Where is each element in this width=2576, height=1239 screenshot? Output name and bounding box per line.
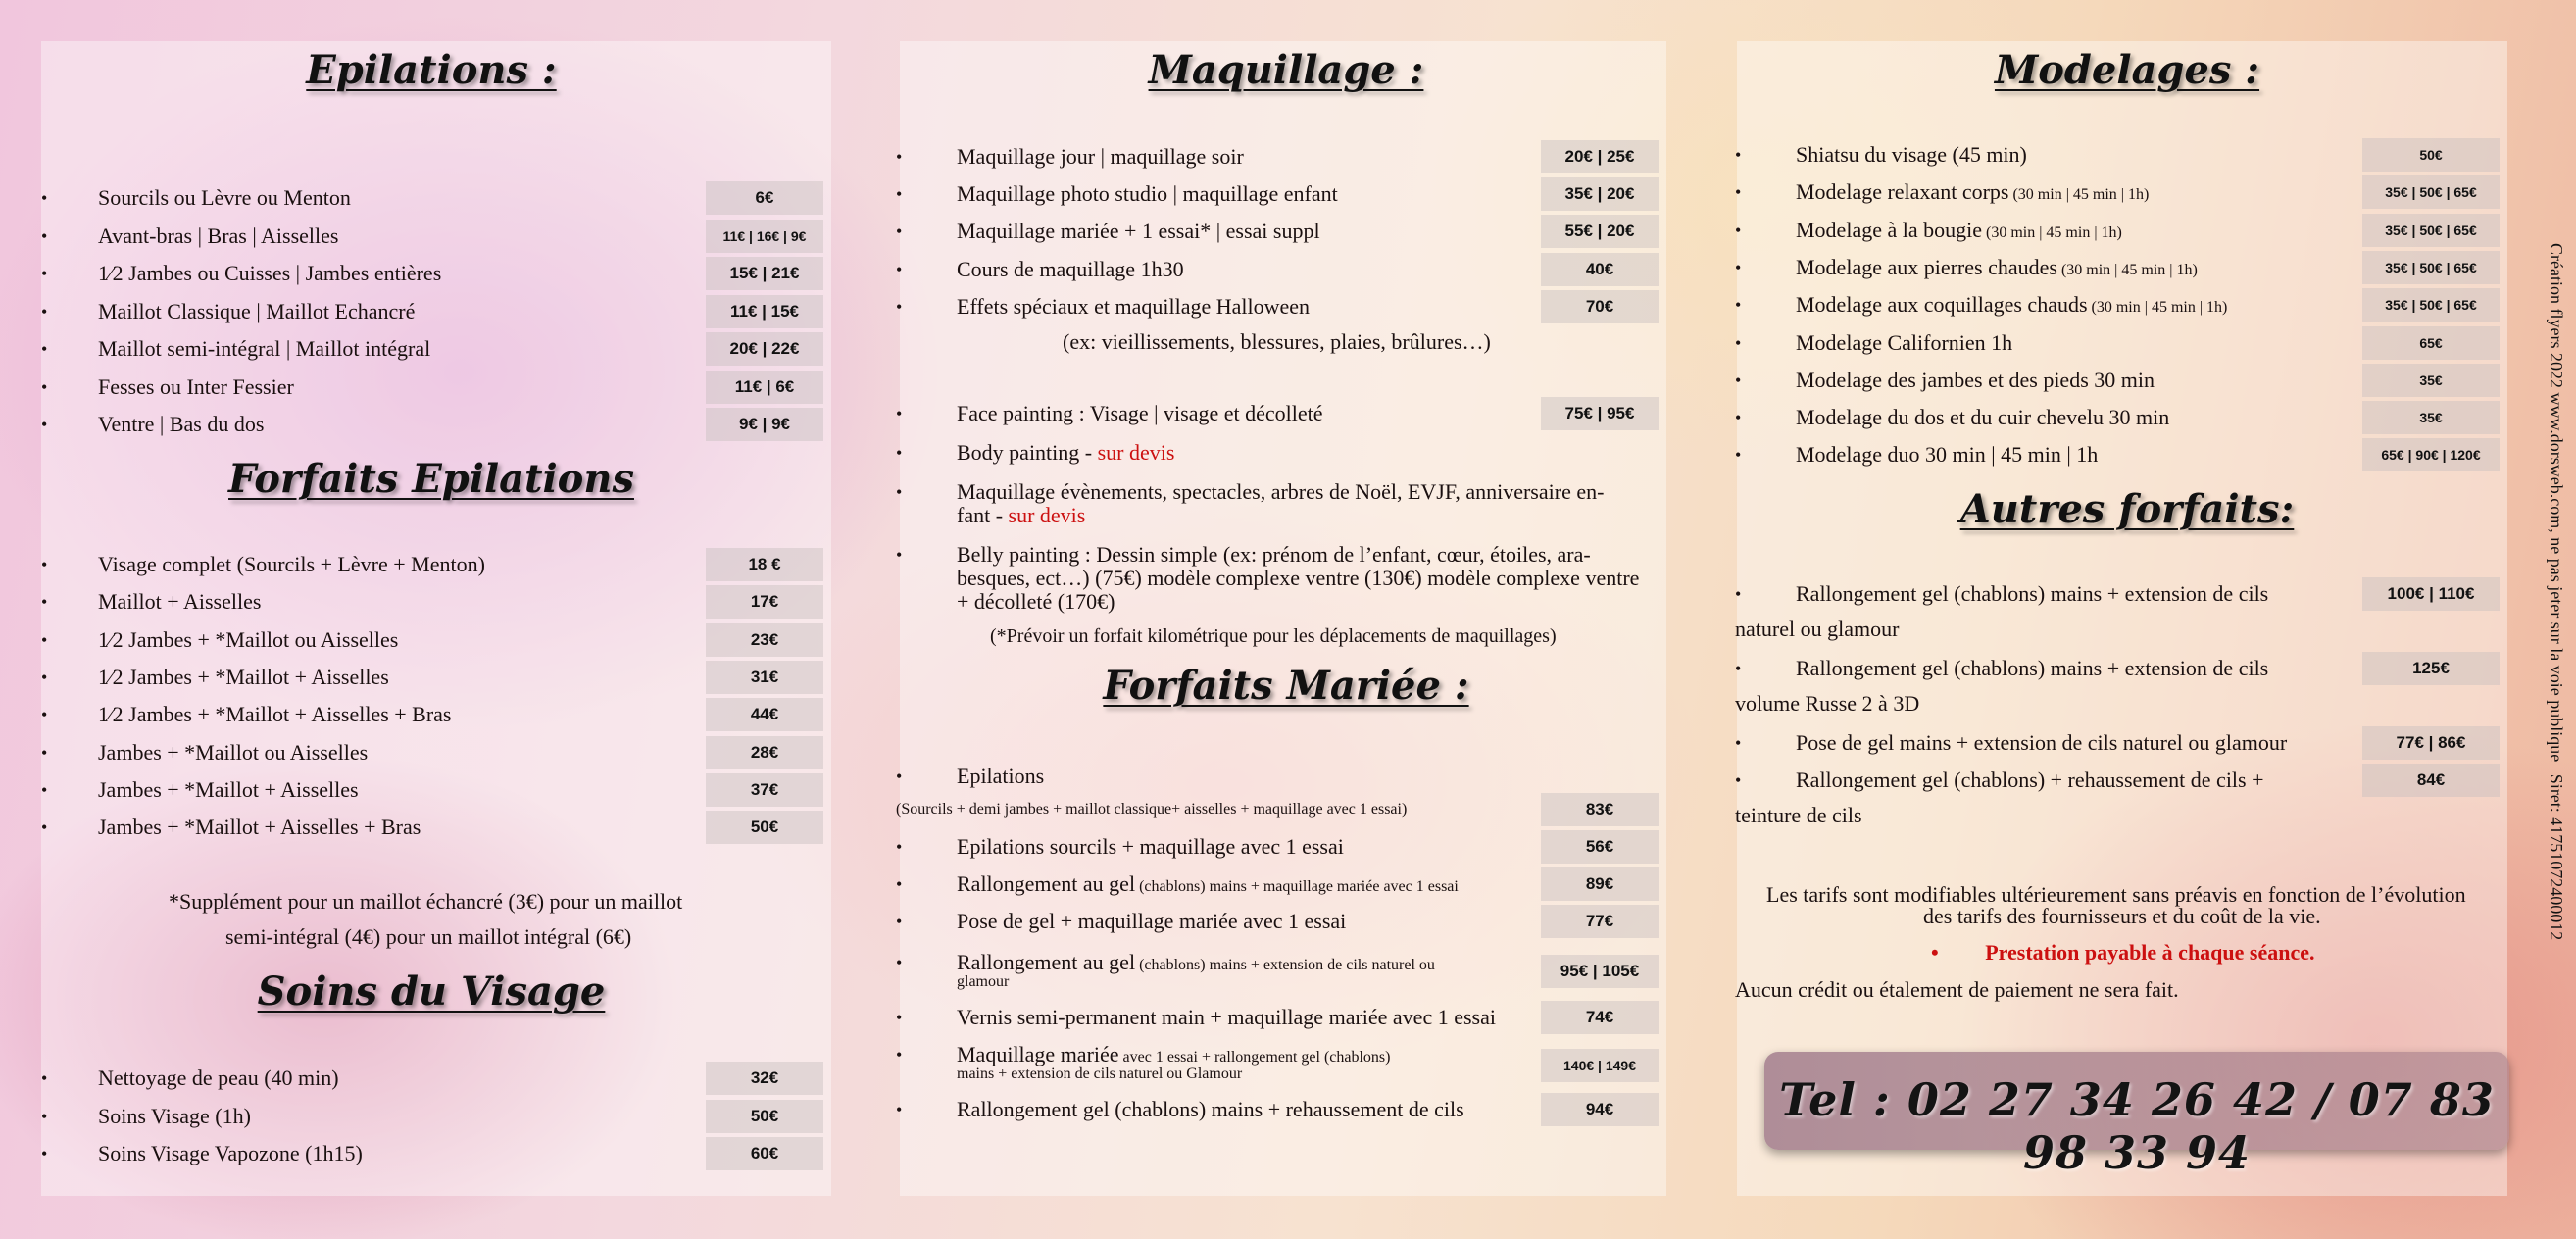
item-label: Visage complet (Sourcils + Lèvre + Menton) — [98, 552, 485, 576]
mariee-epilations-detail-row — [894, 792, 1678, 827]
list-item — [1735, 287, 2519, 322]
list-item — [29, 584, 833, 620]
item-price: 70€ — [1541, 290, 1659, 323]
list-item — [29, 180, 833, 216]
item-label: Modelage relaxant corps — [1796, 179, 2009, 205]
bullet: • — [41, 555, 48, 574]
item-price: 100€ | 110€ — [2362, 577, 2500, 611]
item-price: 17€ — [706, 585, 823, 619]
bullet: • — [1931, 940, 1939, 965]
evenements-row-2 — [894, 498, 1678, 533]
bullet: • — [41, 629, 48, 650]
face-painting-price: 75€ | 95€ — [1541, 397, 1659, 430]
bullet: • — [1735, 332, 1742, 353]
bullet: • — [41, 1144, 48, 1164]
heading-modelages: Modelages : — [1994, 47, 2260, 93]
list-item — [894, 176, 1678, 212]
item-price: 35€ — [2362, 364, 2500, 397]
bullet: • — [41, 415, 48, 434]
item-price: 50€ — [706, 811, 823, 844]
bullet: • — [1735, 408, 1742, 428]
bullet: • — [41, 376, 48, 397]
item-label: 1⁄2 Jambes + *Maillot + Aisselles + Bras — [98, 702, 452, 727]
face-painting-row — [894, 396, 1678, 431]
item-label: Jambes + *Maillot ou Aisselles — [98, 739, 369, 765]
list-item — [1735, 576, 2519, 612]
list-item — [29, 331, 833, 367]
bullet: • — [896, 953, 903, 972]
heading-epilations: Epilations : — [306, 47, 557, 93]
item-detail: (30 min | 45 min | 1h) — [1982, 223, 2122, 241]
item-label: Sourcils ou Lèvre ou Menton — [98, 185, 351, 210]
payment-notice-text: Prestation payable à chaque séance. — [1985, 940, 2315, 965]
bullet: • — [896, 1045, 903, 1065]
heading-maquillage: Maquillage : — [1148, 47, 1424, 93]
bullet: • — [896, 296, 903, 317]
bullet: • — [41, 592, 48, 613]
item-label: Effets spéciaux et maquillage Halloween — [957, 293, 1311, 319]
mariee-rallongement-cils-price: 95€ | 105€ — [1541, 955, 1659, 988]
item-label: Nettoyage de peau (40 min) — [98, 1066, 339, 1090]
bullet: • — [1735, 770, 1742, 790]
item-label: Cours de maquillage 1h30 — [957, 256, 1184, 281]
item-label: Maquillage photo studio | maquillage enfant — [957, 181, 1338, 207]
item-detail: (chablons) mains + maquillage mariée avec 1 essai — [1135, 878, 1459, 895]
effects-examples-note: (ex: vieillissements, blessures, plaies, brûlures…) — [1063, 329, 1491, 354]
item-price: 9€ | 9€ — [706, 408, 823, 441]
item-price: 55€ | 20€ — [1541, 215, 1659, 248]
list-item — [29, 1099, 833, 1134]
item-label: Rallongement au gel — [957, 871, 1136, 896]
item-label: Maillot semi-intégral | Maillot intégral — [98, 336, 431, 361]
item-price: 44€ — [706, 698, 823, 731]
item-label-line2: volume Russe 2 à 3D — [1735, 691, 1920, 716]
maillot-supplement-note-line2: semi-intégral (4€) pour un maillot intégral (6€) — [225, 924, 632, 949]
item-label: Modelage du dos et du cuir chevelu 30 min — [1796, 405, 2170, 430]
item-detail: (30 min | 45 min | 1h) — [2056, 261, 2198, 278]
bullet: • — [41, 779, 48, 800]
item-detail: (30 min | 45 min | 1h) — [2087, 299, 2228, 317]
item-price: 65€ — [2362, 326, 2500, 360]
mariee-maquillage-price: 140€ | 149€ — [1541, 1049, 1659, 1082]
list-item — [894, 867, 1678, 902]
mariee-rallongement-cils-label: Rallongement au gel — [957, 950, 1136, 974]
no-credit-notice: Aucun crédit ou étalement de paiement ne sera fait. — [1735, 977, 2179, 1002]
item-price: 35€ | 50€ | 65€ — [2362, 214, 2500, 247]
km-forfait-note: (*Prévoir un forfait kilométrique pour les déplacements de maquillages) — [990, 625, 1557, 647]
item-detail: (30 min | 45 min | 1h) — [2008, 186, 2150, 204]
item-price: 28€ — [706, 736, 823, 769]
bullet: • — [1735, 445, 1742, 466]
bullet: • — [896, 147, 903, 167]
bullet: • — [1735, 295, 1742, 316]
item-price: 77€ | 86€ — [2362, 726, 2500, 760]
item-price: 125€ — [2362, 652, 2500, 685]
item-price: 84€ — [2362, 764, 2500, 797]
item-price: 35€ | 20€ — [1541, 177, 1659, 211]
list-item — [29, 772, 833, 808]
bullet: • — [41, 818, 48, 838]
evenements-line2: fant - — [957, 503, 1009, 527]
bullet: • — [41, 225, 48, 246]
item-label: Jambes + *Maillot + Aisselles — [98, 776, 359, 802]
item-price: 11€ | 15€ — [706, 295, 823, 328]
mariee-maquillage-label: Maquillage mariée — [957, 1042, 1119, 1066]
item-price: 65€ | 90€ | 120€ — [2362, 438, 2500, 471]
list-item — [29, 697, 833, 732]
column-left — [29, 0, 833, 1239]
body-painting-label: Body painting - — [957, 440, 1098, 465]
item-label: Maquillage jour | maquillage soir — [957, 144, 1244, 169]
list-item — [29, 256, 833, 291]
item-label: Modelage à la bougie — [1796, 217, 1982, 242]
mariee-maquillage-detail2: mains + extension de cils naturel ou Glamour — [957, 1066, 1243, 1082]
bullet: • — [41, 1106, 48, 1126]
list-item — [894, 252, 1678, 287]
column-middle — [894, 0, 1678, 1239]
item-label: Modelage des jambes et des pieds 30 min — [1796, 367, 2155, 392]
list-item — [894, 289, 1678, 324]
list-item — [1735, 363, 2519, 398]
phone-banner — [1764, 1052, 2509, 1179]
mariee-vernis-label: Vernis semi-permanent main + maquillage mariée avec 1 essai — [957, 1005, 1496, 1029]
mariee-maquillage-detail: avec 1 essai + rallongement gel (chablons) — [1118, 1049, 1391, 1066]
item-label-line1: Pose de gel mains + extension de cils naturel ou glamour — [1796, 730, 2288, 755]
bullet: • — [1735, 145, 1742, 165]
item-label-line1: Rallongement gel (chablons) mains + extension de cils — [1796, 581, 2269, 606]
item-price: 56€ — [1541, 830, 1659, 864]
item-label: Modelage aux coquillages chauds — [1796, 292, 2088, 318]
mariee-epilations-label: Epilations — [957, 764, 1045, 788]
face-painting-label: Face painting : Visage | visage et décolleté — [957, 401, 1323, 425]
list-item — [894, 904, 1678, 939]
mariee-rallongement-cils-detail2: glamour — [957, 973, 1010, 990]
item-price: 31€ — [706, 661, 823, 694]
list-item — [29, 219, 833, 254]
item-label: Maquillage mariée + 1 essai* | essai suppl — [957, 219, 1320, 244]
item-price: 32€ — [706, 1062, 823, 1095]
item-label-line1: Rallongement gel (chablons) + rehaussement de cils + — [1796, 768, 2264, 792]
list-item — [29, 735, 833, 770]
list-item — [894, 829, 1678, 865]
item-price: 89€ — [1541, 867, 1659, 901]
mariee-epilations-price: 83€ — [1541, 793, 1659, 826]
item-price: 35€ — [2362, 401, 2500, 434]
item-price: 35€ | 50€ | 65€ — [2362, 288, 2500, 322]
bullet: • — [41, 1068, 48, 1088]
bullet: • — [896, 482, 903, 502]
item-price: 18 € — [706, 548, 823, 581]
mariee-vernis-row — [894, 1000, 1678, 1035]
item-price: 35€ | 50€ | 65€ — [2362, 175, 2500, 209]
item-label: Modelage duo 30 min | 45 min | 1h — [1796, 442, 2099, 468]
list-item — [894, 139, 1678, 174]
list-item — [29, 1136, 833, 1171]
list-item — [29, 370, 833, 405]
bullet: • — [41, 705, 48, 725]
list-item — [1735, 137, 2519, 173]
bullet: • — [41, 742, 48, 763]
item-label: Modelage aux pierres chaudes — [1796, 254, 2057, 279]
item-label: Shiatsu du visage (45 min) — [1796, 142, 2027, 167]
body-painting-devis: sur devis — [1097, 440, 1175, 465]
list-item — [1735, 763, 2519, 798]
bullet: • — [896, 545, 903, 565]
item-price: 11€ | 16€ | 9€ — [706, 220, 823, 253]
list-item — [1735, 174, 2519, 210]
list-item — [29, 547, 833, 582]
evenements-line1: Maquillage évènements, spectacles, arbres de Noël, EVJF, anniversaire en- — [957, 479, 1605, 504]
bullet: • — [896, 1008, 903, 1027]
list-item — [1735, 250, 2519, 285]
list-item — [1735, 725, 2519, 761]
item-price: 11€ | 6€ — [706, 371, 823, 404]
item-price: 50€ — [706, 1100, 823, 1133]
list-item — [894, 214, 1678, 249]
item-label: Modelage Californien 1h — [1796, 329, 2013, 355]
conditions-line2: des tarifs des fournisseurs et du coût de la vie. — [1923, 904, 2321, 928]
item-label-line1: Rallongement gel (chablons) mains + extension de cils — [1796, 656, 2269, 680]
list-item — [1735, 213, 2519, 248]
list-item — [1735, 325, 2519, 361]
item-price: 37€ — [706, 773, 823, 807]
item-price: 50€ — [2362, 138, 2500, 172]
list-item — [1735, 400, 2519, 435]
bullet: • — [896, 912, 903, 931]
mariee-rehaussement-row — [894, 1092, 1678, 1127]
bullet: • — [896, 767, 903, 786]
item-label: Avant-bras | Bras | Aisselles — [98, 223, 339, 248]
item-label: 1⁄2 Jambes + *Maillot + Aisselles — [98, 664, 389, 689]
mariee-vernis-price: 74€ — [1541, 1001, 1659, 1034]
list-item — [29, 660, 833, 695]
bullet: • — [896, 222, 903, 242]
item-price: 20€ | 25€ — [1541, 140, 1659, 173]
credits-vertical-text: Création flyers 2022 www.dorsweb.com, ne pas jeter sur la voie publique | Siret: 41751072400012 — [2547, 243, 2566, 941]
item-price: 20€ | 22€ — [706, 332, 823, 366]
list-item — [29, 622, 833, 658]
bullet: • — [896, 184, 903, 205]
evenements-devis: sur devis — [1008, 503, 1086, 527]
item-label: Soins Visage Vapozone (1h15) — [98, 1141, 363, 1165]
bullet: • — [896, 404, 903, 423]
phone-number: Tel : 02 27 34 26 42 / 07 83 98 33 94 — [1779, 1073, 2495, 1179]
item-label: Ventre | Bas du dos — [98, 412, 265, 436]
bullet: • — [41, 301, 48, 322]
item-label: Soins Visage (1h) — [98, 1103, 251, 1128]
item-label-line2: teinture de cils — [1735, 803, 1862, 827]
item-label: Fesses ou Inter Fessier — [98, 373, 294, 399]
item-label: Maillot Classique | Maillot Echancré — [98, 298, 416, 323]
bullet: • — [41, 188, 48, 208]
body-painting-row — [894, 435, 1678, 471]
bullet: • — [896, 837, 903, 857]
item-label: Pose de gel + maquillage mariée avec 1 essai — [957, 909, 1347, 933]
bullet: • — [41, 667, 48, 687]
mariee-rehaussement-label: Rallongement gel (chablons) mains + rehaussement de cils — [957, 1097, 1464, 1121]
mariee-epilations-detail: (Sourcils + demi jambes + maillot classique+ aisselles + maquillage avec 1 essai) — [896, 801, 1408, 818]
list-item — [29, 407, 833, 442]
belly-line1: Belly painting : Dessin simple (ex: prénom de l’enfant, cœur, étoiles, ara- — [957, 542, 1591, 567]
item-label: 1⁄2 Jambes + *Maillot ou Aisselles — [98, 626, 399, 652]
item-label: Epilations sourcils + maquillage avec 1 essai — [957, 834, 1344, 859]
item-price: 23€ — [706, 623, 823, 657]
bullet: • — [1735, 733, 1742, 753]
maillot-supplement-note-line1: *Supplément pour un maillot échancré (3€) pour un maillot — [169, 889, 683, 914]
bullet: • — [1735, 182, 1742, 203]
list-item — [1735, 437, 2519, 472]
item-label: 1⁄2 Jambes ou Cuisses | Jambes entières — [98, 261, 442, 285]
heading-autres-forfaits: Autres forfaits: — [1959, 486, 2295, 532]
heading-soins-visage: Soins du Visage — [257, 968, 606, 1015]
item-price: 15€ | 21€ — [706, 257, 823, 290]
conditions-line1: Les tarifs sont modifiables ultérieurement sans préavis en fonction de l’évolution — [1766, 882, 2466, 907]
bullet: • — [896, 443, 903, 463]
item-price: 35€ | 50€ | 65€ — [2362, 251, 2500, 284]
item-label: Jambes + *Maillot + Aisselles + Bras — [98, 815, 421, 840]
bullet: • — [1735, 584, 1742, 604]
mariee-epilations-row — [894, 759, 1678, 794]
list-item — [29, 1061, 833, 1096]
bullet: • — [896, 1100, 903, 1119]
heading-forfaits-epilations: Forfaits Epilations — [228, 456, 634, 502]
list-item — [1735, 651, 2519, 686]
list-item — [29, 294, 833, 329]
item-label-line2: naturel ou glamour — [1735, 617, 1900, 641]
bullet: • — [1735, 257, 1742, 277]
bullet: • — [1735, 370, 1742, 390]
mariee-rallongement-cils-detail: (chablons) mains + extension de cils naturel ou — [1135, 957, 1435, 973]
item-price: 77€ — [1541, 905, 1659, 938]
list-item — [29, 810, 833, 845]
item-label: Maillot + Aisselles — [98, 589, 262, 615]
belly-line3: + décolleté (170€) — [957, 589, 1115, 614]
item-price: 6€ — [706, 181, 823, 215]
bullet: • — [896, 259, 903, 279]
bullet: • — [1735, 659, 1742, 678]
bullet: • — [896, 874, 903, 894]
bullet: • — [1735, 220, 1742, 240]
bullet: • — [41, 264, 48, 283]
payment-notice — [1931, 940, 2315, 966]
belly-line2: besques, ect…) (75€) modèle complexe ventre (130€) modèle complexe ventre — [957, 566, 1640, 590]
mariee-rehaussement-price: 94€ — [1541, 1093, 1659, 1126]
heading-forfaits-mariee: Forfaits Mariée : — [1103, 663, 1469, 709]
item-price: 40€ — [1541, 253, 1659, 286]
bullet: • — [41, 339, 48, 359]
item-price: 60€ — [706, 1137, 823, 1170]
